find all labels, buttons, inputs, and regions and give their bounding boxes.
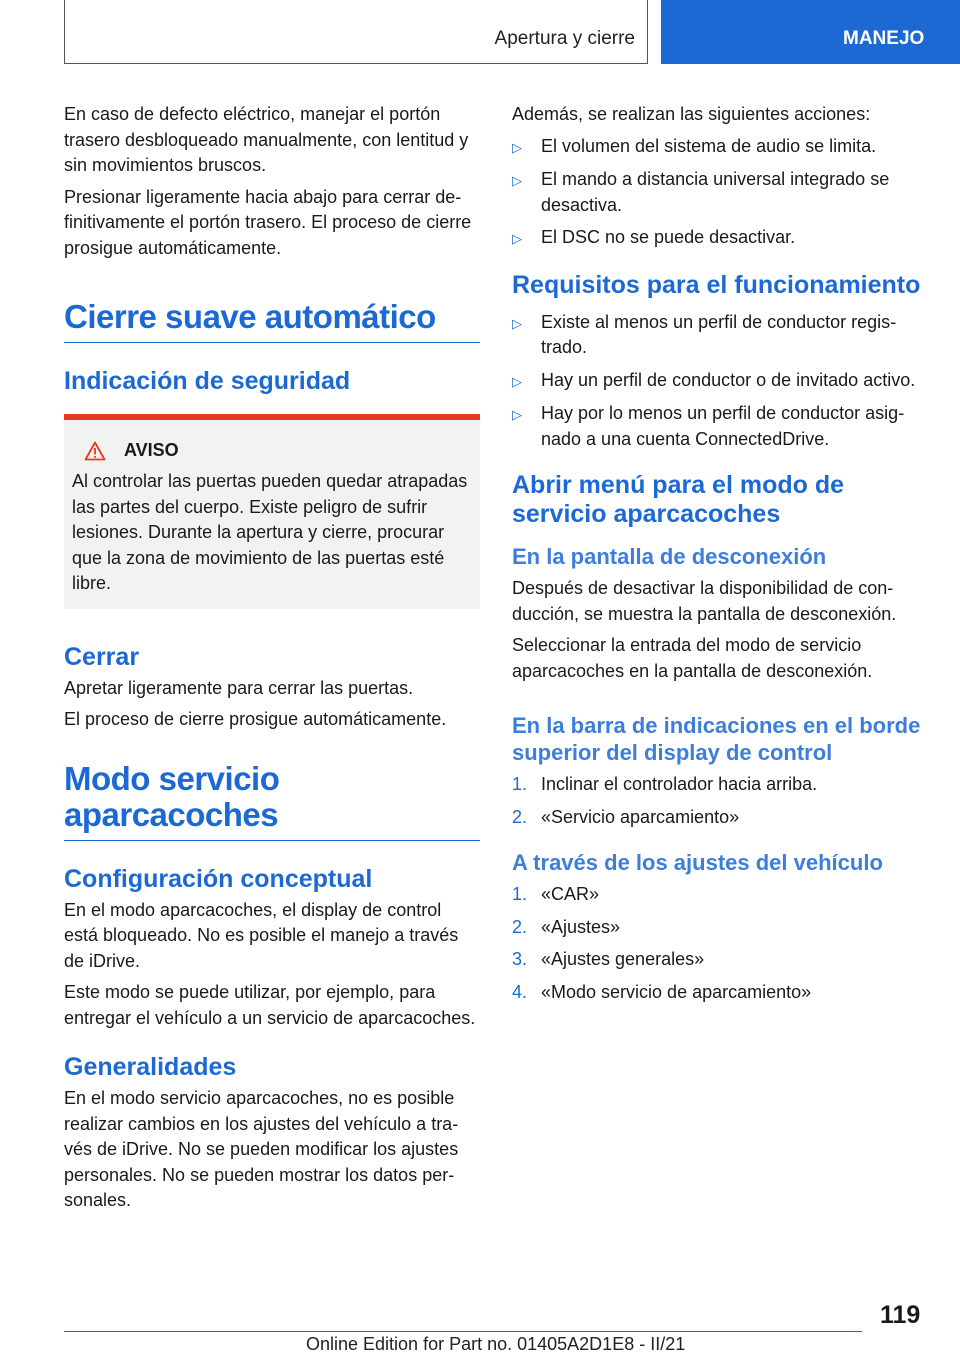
heading-generalidades: Generalidades bbox=[64, 1053, 237, 1081]
paragraph: Seleccionar la entrada del modo de servicio aparcacoches en la pantalla de desconexión. bbox=[512, 635, 873, 681]
list-item bbox=[512, 401, 928, 452]
step-text: «Modo servicio de aparcamiento» bbox=[541, 981, 812, 1002]
warning-text: Al controlar las puertas pueden quedar atrapadas las partes del cuerpo. Existe peligro de sufrir lesiones. Durante la apertura y cierre, procurar que la zona de movimiento de las puertas esté libre. bbox=[72, 471, 468, 593]
bullet-triangle-icon: ▷ bbox=[512, 139, 522, 155]
list-item-text: El DSC no se puede desactivar. bbox=[541, 227, 796, 247]
header-section-title: Apertura y cierre bbox=[494, 28, 635, 49]
paragraph: En el modo aparcacoches, el display de control está bloqueado. No es posible el manejo a través de iDrive. bbox=[64, 899, 459, 971]
paragraph: En caso de defecto eléctrico, manejar el portón trasero desbloqueado manualmente, con lentitud y sin movimientos bruscos. bbox=[64, 104, 469, 175]
heading-ajustes-vehiculo: A través de los ajustes del vehículo bbox=[512, 850, 883, 875]
bullet-triangle-icon: ▷ bbox=[512, 373, 522, 389]
list-item-text: Hay por lo menos un perfil de conductor asignado a una cuenta ConnectedDrive. bbox=[541, 403, 905, 449]
paragraph: El proceso de cierre prosigue automáticamente. bbox=[64, 709, 447, 729]
step-text: «Ajustes» bbox=[541, 916, 621, 937]
step-number: 2. bbox=[512, 806, 528, 827]
requisitos-list bbox=[512, 310, 928, 453]
left-column bbox=[64, 102, 480, 1220]
step-text: Inclinar el controlador hacia arriba. bbox=[541, 774, 818, 794]
heading-modo-servicio: Modo servicio aparcacoches bbox=[64, 761, 480, 841]
list-item-text: El volumen del sistema de audio se limita. bbox=[541, 135, 877, 156]
list-item bbox=[512, 167, 928, 218]
bullet-triangle-icon: ▷ bbox=[512, 173, 522, 188]
heading-configuracion: Configuración conceptual bbox=[64, 864, 373, 893]
warning-triangle-icon bbox=[84, 441, 106, 461]
bullet-triangle-icon: ▷ bbox=[512, 231, 522, 246]
step-number: 4. bbox=[512, 981, 528, 1002]
step-item bbox=[512, 915, 928, 941]
list-item-text: El mando a distancia universal integrado se desactiva. bbox=[541, 169, 890, 215]
paragraph: Después de desactivar la disponibilidad de conducción, se muestra la pantalla de desconexión. bbox=[512, 578, 897, 624]
page-number: 119 bbox=[880, 1301, 921, 1329]
step-number: 2. bbox=[512, 916, 528, 937]
paragraph: Este modo se puede utilizar, por ejemplo, para entregar el vehículo a un servicio de aparcacoches. bbox=[64, 982, 476, 1028]
paragraph: Apretar ligeramente para cerrar las puertas. bbox=[64, 677, 414, 698]
bullet-triangle-icon: ▷ bbox=[512, 407, 522, 422]
step-text: «Ajustes generales» bbox=[541, 949, 705, 969]
heading-barra-indicaciones: En la barra de indicaciones en el borde superior del display de control bbox=[512, 713, 921, 765]
step-number: 3. bbox=[512, 949, 528, 969]
step-item bbox=[512, 882, 928, 908]
footer-edition: Online Edition for Part no. 01405A2D1E8 - II/21 bbox=[306, 1334, 686, 1354]
paragraph: Además, se realizan las siguientes acciones: bbox=[512, 104, 871, 124]
heading-requisitos: Requisitos para el funcionamiento bbox=[512, 270, 921, 299]
heading-pantalla-desconexion: En la pantalla de desconexión bbox=[512, 544, 827, 569]
step-text: «CAR» bbox=[541, 884, 600, 904]
list-item bbox=[512, 368, 928, 395]
barra-steps-list bbox=[512, 772, 928, 830]
list-item-text: Hay un perfil de conductor o de invitado activo. bbox=[541, 369, 916, 390]
step-text: «Servicio aparcamiento» bbox=[541, 806, 740, 827]
ajustes-steps-list bbox=[512, 882, 928, 1005]
list-item bbox=[512, 134, 928, 161]
list-item-text: Existe al menos un perfil de conductor registrado. bbox=[541, 311, 897, 357]
warning-header bbox=[72, 440, 472, 461]
footer-divider bbox=[64, 1331, 862, 1332]
right-column bbox=[512, 102, 928, 1012]
step-item bbox=[512, 805, 928, 831]
header-chapter-tab[interactable]: MANEJO bbox=[661, 0, 960, 64]
heading-cerrar: Cerrar bbox=[64, 642, 140, 671]
paragraph: Presionar ligeramente hacia abajo para cerrar definitivamente el portón trasero. El proceso de cierre prosigue automáticamente. bbox=[64, 186, 472, 258]
step-item bbox=[512, 947, 928, 973]
warning-label: AVISO bbox=[124, 440, 179, 460]
paragraph: En el modo servicio aparcacoches, no es posible realizar cambios en los ajustes del vehículo a través de iDrive. No se pueden modificar los ajustes personales. No se pueden mostrar los datos personales. bbox=[64, 1088, 459, 1210]
actions-list bbox=[512, 134, 928, 252]
step-number: 1. bbox=[512, 884, 528, 904]
list-item bbox=[512, 310, 928, 361]
step-number: 1. bbox=[512, 774, 528, 794]
bullet-triangle-icon: ▷ bbox=[512, 315, 522, 331]
heading-cierre-suave: Cierre suave automático bbox=[64, 299, 480, 343]
list-item bbox=[512, 225, 928, 252]
heading-indicacion-seguridad: Indicación de seguridad bbox=[64, 367, 351, 395]
warning-box bbox=[64, 414, 480, 609]
step-item bbox=[512, 772, 928, 798]
header-section-box bbox=[64, 0, 648, 64]
heading-abrir-menu: Abrir menú para el modo de servicio aparcacoches bbox=[512, 471, 845, 528]
step-item bbox=[512, 980, 928, 1006]
